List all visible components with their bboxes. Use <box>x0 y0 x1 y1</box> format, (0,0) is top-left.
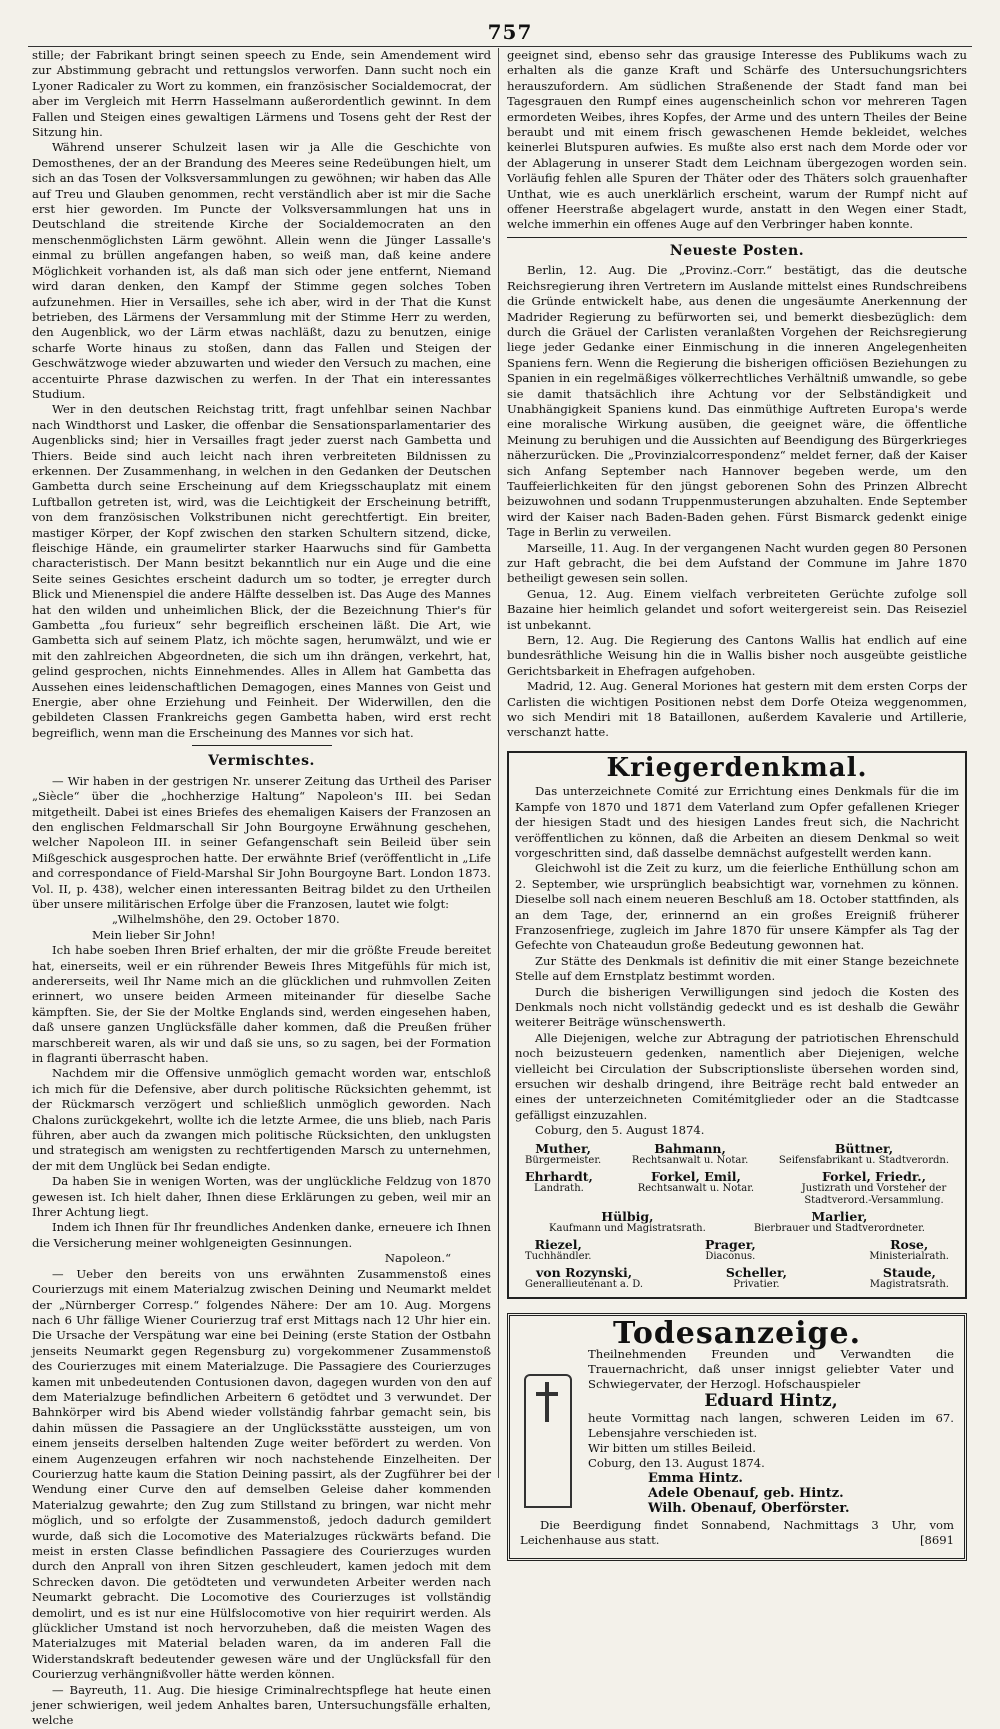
death-notice-title: Todesanzeige. <box>612 1315 862 1351</box>
page-number: 757 <box>487 20 533 44</box>
funeral-info: Die Beerdigung findet Sonnabend, Nachmittags 3 Uhr, vom Leichenhause aus statt. [8691 <box>520 1518 954 1548</box>
signer: Bahmann, Rechtsanwalt u. Notar. <box>631 1140 749 1166</box>
notice-paragraph: Wir bitten um stilles Beileid. <box>588 1441 756 1456</box>
letter-signature: Napoleon.“ <box>384 1251 451 1266</box>
signer: Scheller, Privatier. <box>725 1264 788 1290</box>
mourner: Adele Obenauf, geb. Hintz. <box>648 1486 844 1502</box>
top-rule <box>28 46 972 47</box>
notice-paragraph: Gleichwohl ist die Zeit zu kurz, um die feierliche Enthüllung schon am 2. September, wie ursprünglich beabsichtigt war, vornehmen zu können. Dieselbe soll nach einem neueren Beschluß am 18. October stattfinden, als an dem Tage, der, erinnernd an ein großes Ereigniß früherer Franzosenfriege, zugleich im Jahre 1870 für unsere Kämpfer als Tag der Gefechte von Chateaudun große Bedeutung gewonnen hat. <box>515 861 959 953</box>
signer: von Rozynski, Generallieutenant a. D. <box>525 1264 644 1290</box>
signer: Forkel, Friedr., Justizrath und Vorsteher der Stadtverord.-Versammlung. <box>801 1168 947 1206</box>
article-paragraph: Wer in den deutschen Reichstag tritt, fragt unfehlbar seinen Nachbar nach Windthorst und Lasker, die offenbar die Sensationsparlamentarier des Augenblicks sind; hier in Versailles fragt jeder zuerst nach Gambetta und Thiers. Beide sind auch leicht nach ihren verbreiteten Bildnissen zu erkennen. Der Zusammenhang, in welchen in den Gedanken der Deutschen Gambetta durch seine Erscheinung auf dem Kriegsschauplatz mit einem Luftballon getreten ist, wird, was die Leichtigkeit der Erscheinung betrifft, von dem französischen Volkstribunen nicht gerechtfertigt. Ein breiter, mastiger Körper, der Kopf zwischen den starken Schultern sitzend, dicke, fleischige Hände, ein graumelirter starker Haarwuchs sind für Gambetta characteristisch. Der Mann besitzt bekanntlich nur ein Auge und die eine Seite seines Gesichtes erscheint dadurch um so todter, je erregter durch Blick und Mienenspiel die andere Hälfte desselben ist. Das Auge des Mannes hat den wilden und unheimlichen Blick, der die Bezeichnung Thier's für Gambetta „fou furieux“ sehr begreiflich erscheinen läßt. Die Art, wie Gambetta sich auf seinem Platz, ich möchte sagen, herumwälzt, und wie er mit den zahlreichen Abgeordneten, die sich um ihn drängen, verkehrt, hat, gelind gesprochen, nichts Einnehmendes. Alles in Allem hat Gambetta das Aussehen eines leidenschaftlichen Demagogen, eines Mannes von Geist und Energie, aber ohne Erziehung und Feinheit. Der Widerwillen, den die gebildeten Classen Frankreichs gegen Gambetta haben, wird erst recht begreiflich, wenn man die Erscheinung des Mannes vor sich hat. <box>32 402 491 740</box>
notice-paragraph: Alle Diejenigen, welche zur Abtragung der patriotischen Ehrenschuld noch beizusteuern gedenken, namentlich aber Diejenigen, welche vielleicht bei Circulation der Subscriptionsliste übersehen worden sind, ersuchen wir deshalb dringend, ihre Beiträge recht bald entweder an eines der unterzeichneten Comitémitglieder oder an die Stadtcasse gefälligst einzuzahlen. <box>515 1030 959 1122</box>
news-item: Madrid, 12. Aug. General Moriones hat gestern mit dem ersten Corps der Carlisten die wichtigen Positionen nebst dem Dorfe Oteiza weggenommen, wo sich Mendiri mit 18 Bataillonen, außerdem Kavalerie und Artillerie, verschanzt hatte. <box>507 679 967 740</box>
letter-dateline: „Wilhelmshöhe, den 29. October 1870. <box>112 912 340 927</box>
signer-row <box>525 1264 949 1291</box>
mourner: Wilh. Obenauf, Oberförster. <box>648 1501 850 1517</box>
letter-salutation: Mein lieber Sir John! <box>92 927 216 942</box>
news-item: Marseille, 11. Aug. In der vergangenen Nacht wurden gegen 80 Personen zur Haft gebracht, die bei dem Aufstand der Commune im Jahre 1870 betheiligt gewesen sein sollen. <box>507 540 967 586</box>
section-divider <box>192 745 332 746</box>
section-heading-vermischtes: Vermischtes. <box>208 753 315 770</box>
notice-paragraph: Theilnehmenden Freunden und Verwandten die Trauernachricht, daß unser innigst geliebter Vater und Schwiegervater, der Herzogl. Hofschauspieler <box>588 1347 954 1392</box>
right-column <box>507 48 967 1561</box>
article-paragraph: — Bayreuth, 11. Aug. Die hiesige Criminalrechtspflege hat heute einen jener schwierigen, weil jedem Anhaltes baren, Untersuchungsfälle erhalten, welche <box>32 1682 491 1728</box>
signer: Marlier, Bierbrauer und Stadtverordneter. <box>753 1208 925 1234</box>
section-divider <box>507 237 967 238</box>
article-paragraph: Ich habe soeben Ihren Brief erhalten, der mir die größte Freude bereitet hat, einerseits, weil er ein rührender Beweis Ihres Mitgefühls für mich ist, andererseits, weil Ihr Name mich an die glücklichen und ruhmvollen Zeiten erinnert, wo unsere beiden Armeen miteinander für dieselbe Sache kämpften. Sie, der Sie der Moltke Englands sind, werden eingesehen haben, daß unsere ganzen Unglücksfälle daher kommen, daß die Preußen früher marschbereit waren, als wir und daß sie uns, so zu sagen, bei der Formation in flagranti überrascht haben. <box>32 943 491 1065</box>
ad-reference: [8691 <box>919 1533 954 1548</box>
notice-paragraph: Durch die bisherigen Verwilligungen sind jedoch die Kosten des Denkmals noch nicht vollständig gedeckt und es ist deshalb die Gewähr weiterer Beiträge wünschenswerth. <box>515 984 959 1030</box>
article-paragraph: geeignet sind, ebenso sehr das grausige Interesse des Publikums wach zu erhalten als die ganze Kraft und Schärfe des Untersuchungsrichters herauszufordern. Am südlichen Straßenende der Stadt fand man bei Tagesgrauen den Rumpf eines augenscheinlich schon vor mehreren Tagen ermordeten Weibes, ihres Kopfes, der Arme und des untern Theiles der Beine beraubt und mit einem frisch gewaschenen Hemde bekleidet, welches keinerlei Blutspuren aufwies. Es mußte also erst nach dem Morde oder vor der Ablagerung in unserer Stadt dem Leichnam übergezogen worden sein. Vorläufig fehlen alle Spuren der Thäter oder des Thäters solch grauenhafter Unthat, wie es auch unerklärlich erscheint, warum der Rumpf nicht auf offener Heerstraße abgelagert wurde, anstatt in den Wegen einer Stadt, welche immerhin ein offenes Auge auf den Verbringer haben konnte. <box>507 48 967 232</box>
deceased-name: Eduard Hintz, <box>704 1391 838 1412</box>
death-notice-body <box>588 1347 954 1516</box>
signer: Muther, Bürgermeister. <box>525 1140 602 1166</box>
grave-cross-icon <box>524 1374 572 1508</box>
signer: Rose, Ministerialrath. <box>869 1236 949 1262</box>
article-paragraph: — Wir haben in der gestrigen Nr. unserer Zeitung das Urtheil des Pariser „Siècle“ über die „hochherzige Haltung“ Napoleon's III. bei Sedan mitgetheilt. Dabei ist eines Briefes des ehemaligen Kaisers der Franzosen an den englischen Feldmarschall Sir John Bourgoyne Erwähnung geschehen, welcher Napoleon III. in seiner Gefangenschaft sein Beileid über sein Mißgeschick ausgesprochen hatte. Der erwähnte Brief (veröffentlicht in „Life and correspondance of Field-Marshal Sir John Bourgoyne Bart. London 1873. Vol. II, p. 438), welcher einen interessanten Beitrag bildet zu den Urtheilen über unsere militärischen Erfolge über die Franzosen, lautet wie folgt: <box>32 773 491 911</box>
notice-paragraph: heute Vormittag nach langen, schweren Leiden im 67. Lebensjahre verschieden ist. <box>588 1411 954 1441</box>
mourner: Emma Hintz. <box>648 1471 743 1487</box>
signer-row <box>525 1168 949 1207</box>
article-paragraph: stille; der Fabrikant bringt seinen speech zu Ende, sein Amendement wird zur Abstimmung gebracht und rettungslos verworfen. Dann sucht noch ein Lyoner Radicaler zu Wort zu kommen, ein französischer Socialdemocrat, der aber im Vergleich mit Herrn Hasselmann außerordentlich gewinnt. In dem Fallen und Steigen eines gewaltigen Lärmens und Tosens geht der Rest der Sitzung hin. <box>32 48 491 140</box>
notice-title: Kriegerdenkmal. <box>606 752 868 783</box>
signer-row <box>525 1236 949 1263</box>
mourner-signatures <box>648 1471 954 1516</box>
signer-row <box>525 1140 949 1167</box>
signer: Ehrhardt, Landrath. <box>525 1168 593 1194</box>
notice-dateline: Coburg, den 5. August 1874. <box>535 1123 705 1138</box>
news-item: Bern, 12. Aug. Die Regierung des Cantons Wallis hat endlich auf eine bundesräthliche Weisung hin die in Wallis bisher noch ausgeübte geistliche Gerichtsbarkeit in Ehefragen aufgehoben. <box>507 633 967 678</box>
signer: Büttner, Seifensfabrikant u. Stadtverordn. <box>778 1140 949 1166</box>
section-heading-neueste-posten: Neueste Posten. <box>669 242 805 259</box>
signer: Hülbig, Kaufmann und Magistratsrath. <box>549 1208 706 1234</box>
notice-paragraph: Zur Stätte des Denkmals ist definitiv die mit einer Stange bezeichnete Stelle auf dem Ernstplatz bestimmt worden. <box>515 953 959 984</box>
notice-dateline: Coburg, den 13. August 1874. <box>588 1456 765 1471</box>
todesanzeige-notice <box>507 1313 967 1561</box>
left-column <box>32 48 491 1729</box>
signer: Forkel, Emil, Rechtsanwalt u. Notar. <box>637 1168 755 1194</box>
article-paragraph: Da haben Sie in wenigen Worten, was der unglückliche Feldzug von 1870 gewesen ist. Ich hielt daher, Ihnen diese Erklärungen zu geben, weil mir an Ihrer Achtung liegt. <box>32 1174 491 1220</box>
signer: Staude, Magistratsrath. <box>869 1264 949 1290</box>
article-paragraph: Während unserer Schulzeit lasen wir ja Alle die Geschichte von Demosthenes, der an der Brandung des Meeres seine Redeübungen hielt, um sich an das Tosen der Volksversammlungen zu gewöhnen; wir haben das Alle auf Treu und Glauben genommen, recht verständlich aber ist mir die Sache erst hier geworden. Im Puncte der Volksversammlungen hat uns in Deutschland die streitende Kirche der Socialdemocraten an den menschenmöglichsten Lärm gewöhnt. Allein wenn die Jünger Lassalle's einmal zu brüllen angefangen haben, so weiß man, daß keine andere Möglichkeit vorhanden ist, als daß man sich oder jene entfernt, Niemand wird daran denken, den Kampf der Stimme gegen solches Toben aufzunehmen. Hier in Versailles, sehe ich aber, wird in der That die Kunst betrieben, des Lärmens der Versammlung mit der Stimme Herr zu werden, den Augenblick, wo der Lärm etwas nachläßt, dazu zu benutzen, einige scharfe Worte hinaus zu stoßen, dann das Fallen und Steigen der Geschwätzwoge wieder abzuwarten und wieder den Versuch zu machen, eine accentuirte Phrase dazwischen zu werfen. In der That ein interessantes Studium. <box>32 140 491 401</box>
news-item: Genua, 12. Aug. Einem vielfach verbreiteten Gerüchte zufolge soll Bazaine hier heimlich gelandet und sofort weitergereist sein. Das Reiseziel ist unbekannt. <box>507 586 967 632</box>
notice-paragraph: Das unterzeichnete Comité zur Errichtung eines Denkmals für die im Kampfe von 1870 und 1871 dem Vaterland zum Opfer gefallenen Krieger der hiesigen Stadt und des hiesigen Landes freut sich, die Nachricht veröffentlichen zu können, daß die Arbeiten an diesem Denkmal so weit vorgeschritten sind, daß dasselbe demnächst aufgestellt werden kann. <box>515 784 959 860</box>
signer: Riezel, Tuchhändler. <box>525 1236 592 1262</box>
article-paragraph: — Ueber den bereits von uns erwähnten Zusammenstoß eines Courierzugs mit einem Materialzug zwischen Deining und Neumarkt meldet der „Nürnberger Corresp.“ folgendes Nähere: Der am 10. Aug. Morgens nach 6 Uhr fällige Wiener Courierzug traf erst Mittags nach 12 Uhr hier ein. Die Ursache der Verspätung war eine bei Deining (erste Station der Ostbahn jenseits Neumarkt gegen Regensburg zu) vorgekommener Zusammenstoß des Courierzuges mit einem Materialzuge. Die Passagiere des Courierzuges kamen mit unbedeutenden Contusionen davon, dagegen wurden von den auf dem Materialzuge befindlichen Arbeitern 6 getödtet und 3 verwundet. Der Bahnkörper wird bis Abend wieder vollständig fahrbar gemacht sein, bis dahin müssen die Passagiere an der Unglücksstätte aussteigen, um von einem jenseits derselben haltenden Zuge weiter befördert zu werden. Von einem Augenzeugen erfahren wir noch nachstehende Einzelheiten. Der Courierzug hatte kaum die Station Deining passirt, als der Zugführer bei der Wendung einer Curve den auf demselben Geleise daher kommenden Materialzug gewahrte; den Zug zum Stillstand zu bringen, war nicht mehr möglich, und so erfolgte der Zusammenstoß, jedoch dadurch gemildert wurde, daß sich die Locomotive des Materialzuges rückwärts befand. Die meist in ersten Classe befindlichen Passagiere des Courierzuges wurden durch den Anprall von ihren Sitzen geschleudert, kamen jedoch mit dem Schrecken davon. Die getödteten und verwundeten Arbeiter werden nach Neumarkt gebracht. Die Locomotive des Courierzuges ist vollständig demolirt, und es ist nur eine Hülfslocomotive von hier requirirt werden. Als glücklicher Umstand ist noch hervorzuheben, daß die meisten Wagen des Materialzuges mit Material beladen waren, da im anderen Fall die Widerstandskraft bedeutender gewesen wäre und der Unglücksfall für den Courierzug verhängnißvoller hätte werden können. <box>32 1266 491 1682</box>
article-paragraph: Nachdem mir die Offensive unmöglich gemacht worden war, entschloß ich mich für die Defensive, aber durch politische Rücksichten gehemmt, ist der Rückmarsch verzögert und schließlich unmöglich geworden. Nach Chalons zurückgekehrt, wollte ich die letzte Armee, die uns blieb, nach Paris führen, aber auch da zwangen mich politische Rücksichten, den unklugsten und strategisch am wenigsten zu rechtfertigenden Marsch zu unternehmen, der mit dem Unglück bei Sedan endigte. <box>32 1066 491 1173</box>
signer: Prager, Diaconus. <box>704 1236 756 1262</box>
column-divider <box>498 48 499 1478</box>
signer-row <box>525 1208 949 1235</box>
news-item: Berlin, 12. Aug. Die „Provinz.-Corr.“ bestätigt, das die deutsche Reichsregierung ihren Vertretern im Auslande mittelst eines Rundschreibens die Gründe entwickelt habe, aus denen die ungesäumte Anerkennung der Madrider Regierung zu befürworten sei, und bemerkt diesbezüglich: dem durch die Gräuel der Carlisten veranlaßten Vorgehen der Reichsregierung liege jeder Gedanke einer Einmischung in die inneren Angelegenheiten Spaniens fern. Wenn die Regierung die bisherigen officiösen Beziehungen zu Spanien in ein regelmäßiges völkerrechtliches Verhältniß umwandle, so gebe sie damit thatsächlich ihre Achtung vor der Selbständigkeit und Unabhängigkeit Spaniens kund. Das einmüthige Auftreten Europa's werde eine moralische Wirkung ausüben, die geeignet wäre, die öffentliche Meinung zu beruhigen und die Aussichten auf Beendigung des Bürgerkrieges näherzurücken. Die „Provinzialcorrespondenz“ meldet ferner, daß der Kaiser sich Anfang September nach Hannover begeben werde, um den Tauffeierlichkeiten für den jüngst geborenen Sohn des Prinzen Albrecht beizuwohnen und sodann Truppenmusterungen abzuhalten. Ende September wird der Kaiser nach Baden-Baden gehen. Fürst Bismarck gedenkt einige Tage in Berlin zu verweilen. <box>507 263 967 540</box>
article-paragraph: Indem ich Ihnen für Ihr freundliches Andenken danke, erneuere ich Ihnen die Versicherung meiner wohlgeneigten Gesinnungen. <box>32 1220 491 1250</box>
kriegerdenkmal-notice <box>507 751 967 1299</box>
